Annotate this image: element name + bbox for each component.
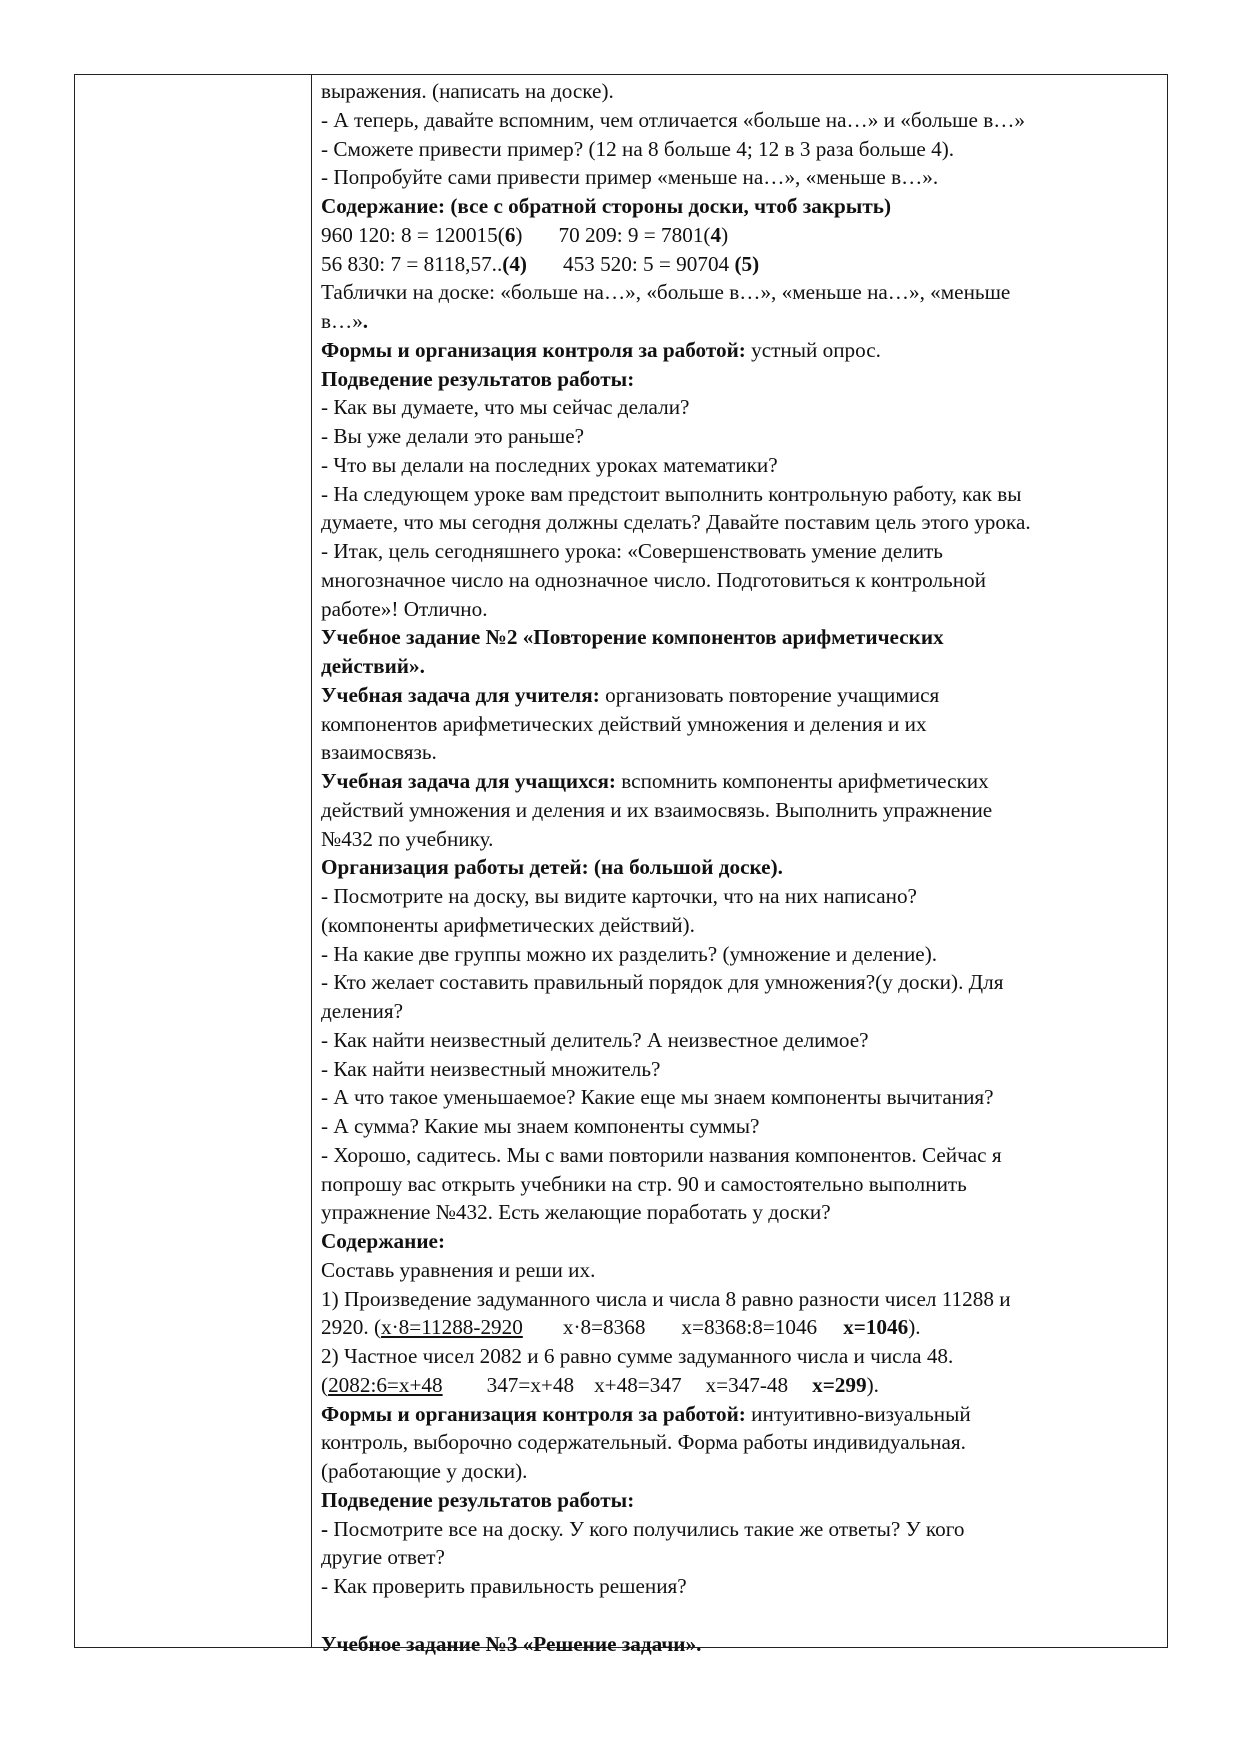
division-grade: (5): [734, 251, 760, 276]
text-line: (работающие у доски).: [321, 1459, 528, 1483]
text-line: думаете, что мы сегодня должны сделать? Давайте поставим цель этого урока.: [321, 510, 1031, 535]
text-line: взаимосвязь.: [321, 740, 437, 765]
text-line: - Как вы думаете, что мы сейчас делали?: [321, 395, 690, 420]
text-line: работе»! Отлично.: [321, 596, 488, 621]
text-line: - Как проверить правильность решения?: [321, 1574, 687, 1598]
text-line: - А сумма? Какие мы знаем компоненты суммы?: [321, 1114, 760, 1138]
summary-heading: Подведение результатов работы:: [321, 366, 635, 391]
lesson-table: [74, 74, 1168, 1656]
control-text: интуитивно-визуальный: [745, 1401, 971, 1426]
text-line: деления?: [321, 999, 403, 1023]
students-task-text: вспомнить компоненты арифметических: [615, 769, 989, 793]
answer: х=1046: [843, 1315, 909, 1340]
students-task-line: [321, 767, 1161, 796]
text-line: действий умножения и деления и их взаимосвязь. Выполнить упражнение: [321, 797, 993, 822]
text-line: - А теперь, давайте вспомним, чем отличается «больше на…» и «больше в…»: [321, 107, 1025, 132]
text-line: - Кто желает составить правильный порядок для умножения?(у доски). Для: [321, 970, 1004, 995]
text-line: - Посмотрите на доску, вы видите карточки, что на них написано?: [321, 884, 917, 908]
text-line: - Хорошо, садитесь. Мы с вами повторили названия компонентов. Сейчас я: [321, 1142, 1002, 1167]
task3-title: Учебное задание №3 «Решение задачи».: [321, 1631, 702, 1656]
division-row-1: [321, 221, 1161, 250]
equation: 2082:6=х+48: [328, 1372, 443, 1397]
text-line: компонентов арифметических действий умножения и деления и их: [321, 711, 927, 736]
teacher-task-line: [321, 681, 1161, 710]
control2-line: [321, 1400, 1161, 1429]
equation: х·8=11288-2920: [381, 1315, 523, 1340]
text-fragment: .: [362, 309, 369, 333]
text-line: - Попробуйте сами привести пример «меньше на…», «меньше в…».: [321, 165, 939, 190]
students-task-label: Учебная задача для учащихся:: [321, 769, 616, 793]
task2-title: Учебное задание №2 «Повторение компонентов арифметических: [321, 625, 944, 650]
summary2-heading: Подведение результатов работы:: [321, 1487, 635, 1512]
text-line: - Сможете привести пример? (12 на 8 больше 4; 12 в 3 раза больше 4).: [321, 136, 955, 161]
text-line: 2) Частное чисел 2082 и 6 равно сумме задуманного числа и числа 48.: [321, 1344, 954, 1368]
dash: -: [321, 1516, 329, 1541]
text-line: Таблички на доске: «больше на…», «больше в…», «меньше на…», «меньше: [321, 280, 1011, 305]
left-column-cell: [75, 75, 312, 1647]
teacher-task-label: Учебная задача для учителя:: [321, 682, 600, 707]
control-label: Формы и организация контроля за работой:: [321, 1401, 746, 1426]
answer: х=299: [812, 1372, 867, 1397]
division-example-end: ): [721, 222, 729, 247]
text-line: упражнение №432. Есть желающие поработать у доски?: [321, 1200, 831, 1225]
blank-line: [321, 1601, 1161, 1630]
text-line: другие ответ?: [321, 1545, 445, 1570]
text-line: - Итак, цель сегодняшнего урока: «Совершенствовать умение делить: [321, 539, 943, 563]
text-line: Составь уравнения и реши их.: [321, 1257, 596, 1282]
text-line: [321, 307, 1161, 336]
equation-line-2: [321, 1371, 1161, 1400]
text-fragment: (: [321, 1372, 329, 1397]
text-line: попрошу вас открыть учебники на стр. 90 и самостоятельно выполнить: [321, 1171, 967, 1196]
right-column-cell: [321, 77, 1161, 1658]
division-example: 70 209: 9 = 7801(: [558, 222, 711, 247]
equation-line-1: [321, 1313, 1161, 1342]
text-line: - На какие две группы можно их разделить? (умножение и деление).: [321, 941, 938, 966]
equation: х+48=347: [594, 1372, 682, 1397]
text-line: - На следующем уроке вам предстоит выполнить контрольную работу, как вы: [321, 481, 1022, 506]
text-line: контроль, выборочно содержательный. Форма работы индивидуальная.: [321, 1430, 966, 1455]
division-example: 960 120: 8 = 120015(: [321, 222, 505, 247]
equation: х=347-48: [705, 1372, 789, 1397]
text-fragment: в…»: [321, 309, 363, 333]
equation: х·8=8368: [562, 1315, 646, 1340]
text-line: многозначное число на однозначное число. Подготовиться к контрольной: [321, 567, 986, 592]
text-line: выражения. (написать на доске).: [321, 79, 614, 103]
text-line: - А что такое уменьшаемое? Какие еще мы знаем компоненты вычитания?: [321, 1085, 994, 1110]
division-row-2: [321, 250, 1161, 279]
control-line: [321, 336, 1161, 365]
division-example: 453 520: 5 = 90704: [562, 251, 735, 276]
division-example: 56 830: 7 = 8118,57..: [321, 251, 503, 276]
division-grade: 4: [710, 222, 722, 247]
text-fragment: 2920. (: [321, 1315, 382, 1340]
organization-heading: Организация работы детей: (на большой доске).: [321, 855, 783, 880]
control-text: устный опрос.: [745, 337, 881, 362]
content2-heading: Содержание:: [321, 1229, 446, 1253]
text-line: - Что вы делали на последних уроках математики?: [321, 452, 778, 477]
teacher-task-text: организовать повторение учащимися: [599, 682, 940, 707]
content-heading: Содержание: (все с обратной стороны доски, чтоб закрыть): [321, 194, 892, 218]
text-line: [321, 1515, 1161, 1544]
task2-title: действий».: [321, 654, 425, 678]
text-line: №432 по учебнику.: [321, 826, 494, 851]
text-fragment: ).: [866, 1372, 879, 1397]
division-grade: 6: [504, 222, 516, 247]
division-grade: (4): [502, 251, 527, 276]
text-fragment: ).: [908, 1315, 921, 1340]
equation: х=8368:8=1046: [681, 1315, 818, 1340]
text-line: - Вы уже делали это раньше?: [321, 424, 585, 448]
text-line: (компоненты арифметических действий).: [321, 912, 695, 937]
equation: 347=х+48: [486, 1372, 575, 1397]
text-line: - Как найти неизвестный делитель? А неизвестное делимое?: [321, 1027, 869, 1052]
text-line: 1) Произведение задуманного числа и числа 8 равно разности чисел 11288 и: [321, 1286, 1011, 1311]
division-example-end: ): [515, 222, 523, 247]
control-label: Формы и организация контроля за работой:: [321, 337, 746, 362]
text-fragment: Посмотрите все на доску. У кого получились такие же ответы? У кого: [328, 1516, 965, 1541]
text-line: - Как найти неизвестный множитель?: [321, 1056, 661, 1081]
